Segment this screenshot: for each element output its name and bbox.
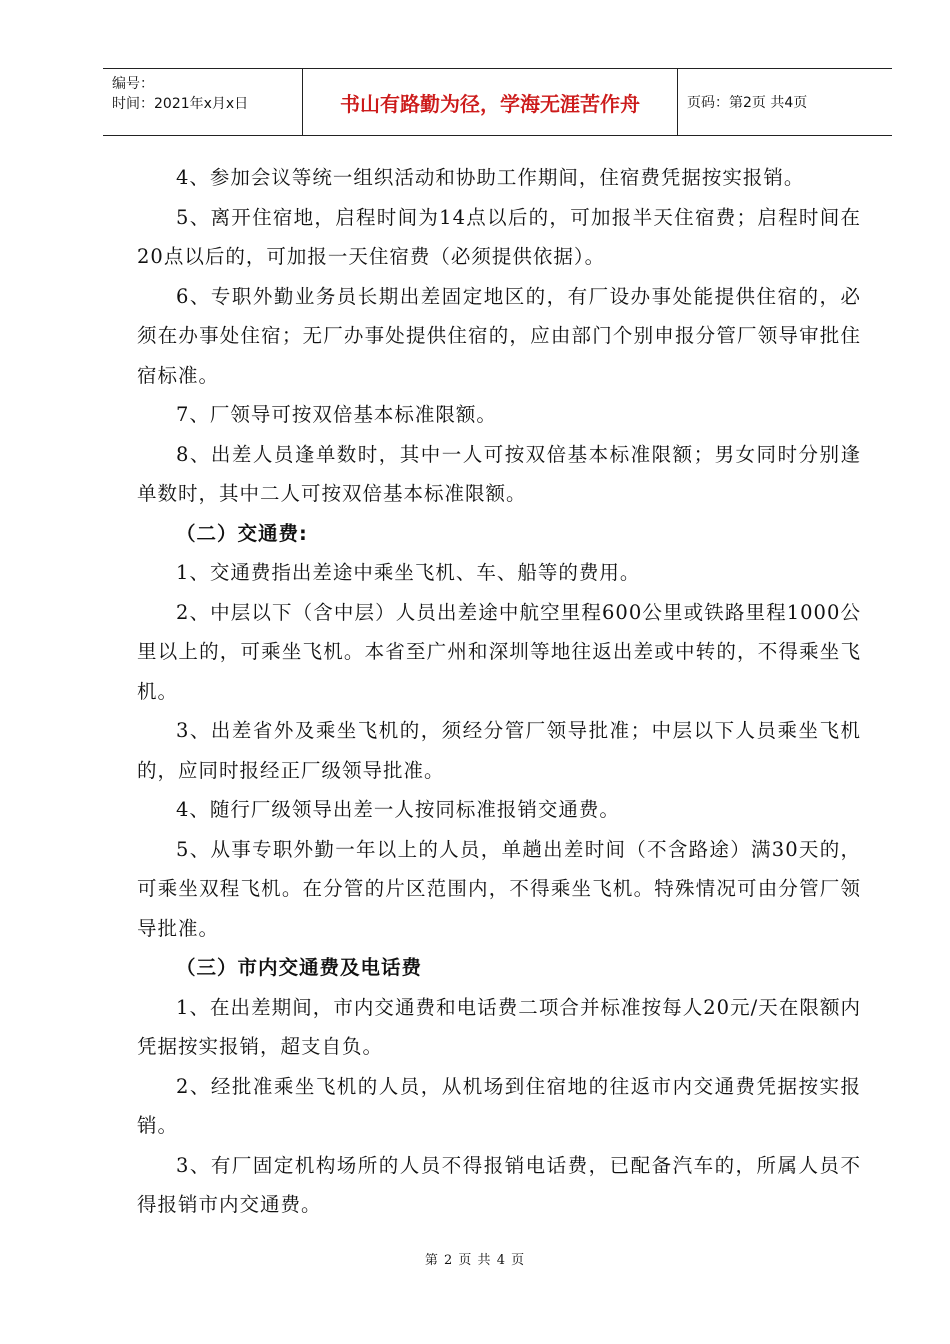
page-header: [103, 68, 892, 136]
paragraph-lodging-6: 6、专职外勤业务员长期出差固定地区的，有厂设办事处能提供住宿的，必须在办事处住宿；无厂办事处提供住宿的，应由部门个别申报分管厂领导审批住宿标准。: [137, 284, 861, 387]
paragraph-city-2: 2、经批准乘坐飞机的人员，从机场到住宿地的往返市内交通费凭据按实报销。: [137, 1074, 861, 1137]
paragraph-transport-5: 5、从事专职外勤一年以上的人员，单趟出差时间（不含路途）满30天的，可乘坐双程飞机。在分管的片区范围内，不得乘坐飞机。特殊情况可由分管厂领导批准。: [137, 837, 861, 940]
doc-number-label: 编号：: [112, 76, 154, 92]
paragraph-transport-1: 1、交通费指出差途中乘坐飞机、车、船等的费用。: [176, 561, 641, 584]
header-page-label: 页码：第2页 共4页: [687, 95, 808, 111]
paragraph-transport-2: 2、中层以下（含中层）人员出差途中航空里程600公里或铁路里程1000公里以上的，可乘坐飞机。本省至广州和深圳等地往返出差或中转的，不得乘坐飞机。: [137, 600, 861, 703]
paragraph-city-1: 1、在出差期间，市内交通费和电话费二项合并标准按每人20元/天在限额内凭据按实报销，超支自负。: [137, 995, 861, 1058]
paragraph-city-3: 3、有厂固定机构场所的人员不得报销电话费，已配备汽车的，所属人员不得报销市内交通费。: [137, 1153, 861, 1216]
header-meta-cell: [103, 69, 303, 135]
page-footer: 第 2 页 共 4 页: [424, 1253, 526, 1268]
document-body: [137, 158, 861, 1225]
section-heading-city-transport-phone: （三）市内交通费及电话费: [176, 956, 423, 979]
paragraph-lodging-4: 4、参加会议等统一组织活动和协助工作期间，住宿费凭据按实报销。: [176, 166, 805, 189]
header-motto: 书山有路勤为径，学海无涯苦作舟: [303, 69, 678, 135]
section-heading-transport: （二）交通费:: [176, 521, 308, 545]
paragraph-transport-4: 4、随行厂级领导出差一人按同标准报销交通费。: [176, 798, 620, 821]
paragraph-lodging-8: 8、出差人员逢单数时，其中一人可按双倍基本标准限额；男女同时分别逢单数时，其中二人可按双倍基本标准限额。: [137, 442, 861, 505]
time-label: 时间：2021年x月x日: [112, 96, 249, 112]
paragraph-lodging-7: 7、厂领导可按双倍基本标准限额。: [176, 403, 497, 426]
paragraph-lodging-5: 5、离开住宿地，启程时间为14点以后的，可加报半天住宿费；启程时间在20点以后的，可加报一天住宿费（必须提供依据）。: [137, 205, 861, 268]
paragraph-transport-3: 3、出差省外及乘坐飞机的，须经分管厂领导批准；中层以下人员乘坐飞机的，应同时报经正厂级领导批准。: [137, 719, 861, 782]
